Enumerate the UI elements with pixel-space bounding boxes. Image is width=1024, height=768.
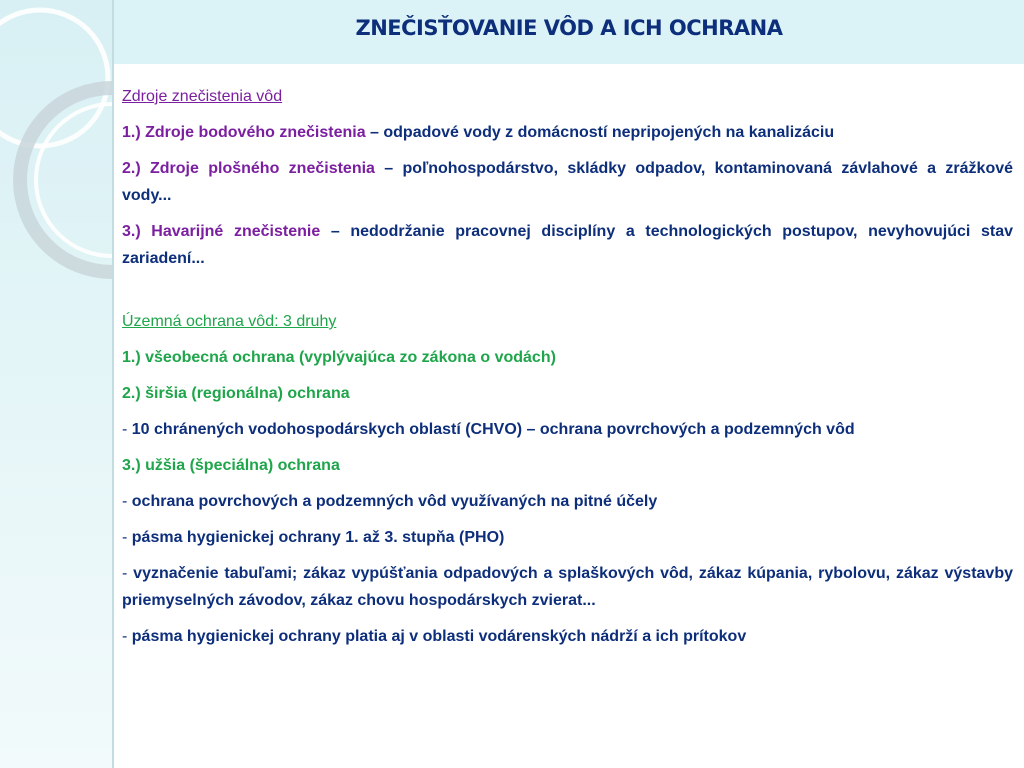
item-text: – poľnohospodárstvo, skládky odpadov, kontaminovaná závlahové a zrážkové vody... — [122, 160, 1014, 204]
section-heading-territorial-protection — [122, 308, 1013, 335]
decorative-circles-icon — [0, 0, 112, 768]
bullet-text: pásma hygienickej ochrany 1. až 3. stupňa (PHO) — [131, 529, 505, 546]
section-heading-pollution-sources — [122, 83, 1013, 110]
bullet-marker: - — [122, 628, 132, 645]
list-item — [122, 218, 1013, 272]
section-heading-text: Zdroje znečistenia vôd — [122, 88, 283, 105]
slide-content — [122, 83, 1013, 659]
list-item: 2.) širšia (regionálna) ochrana — [122, 385, 350, 402]
item-text: – nedodržanie pracovnej disciplíny a technologických postupov, nevyhovujúci stav zariadení... — [122, 223, 1013, 267]
bullet-item — [122, 560, 1013, 614]
item-label: 1.) Zdroje bodového znečistenia — [122, 124, 366, 141]
bullet-text: pásma hygienickej ochrany platia aj v oblasti vodárenských nádrží a ich prítokov — [131, 628, 747, 645]
bullet-item — [122, 488, 1013, 515]
bullet-text: vyznačenie tabuľami; zákaz vypúšťania odpadových a splaškových vôd, zákaz kúpania, rybolovu, zákaz výstavby priemyselných závodov, zákaz chovu hospodárskych zvierat... — [122, 565, 1013, 609]
decorative-left-band — [0, 0, 112, 768]
list-item — [122, 155, 1013, 209]
page-title: ZNEČISŤOVANIE VÔD A ICH OCHRANA — [355, 16, 783, 40]
section-heading-text: Územná ochrana vôd: 3 druhy — [122, 313, 337, 330]
item-label: 2.) Zdroje plošného znečistenia — [122, 160, 375, 177]
item-text: – odpadové vody z domácností nepripojených na kanalizáciu — [365, 124, 835, 141]
bullet-marker: - — [122, 529, 132, 546]
bullet-text: 10 chránených vodohospodárskych oblastí (CHVO) – ochrana povrchových a podzemných vôd — [131, 421, 855, 438]
item-label: 3.) Havarijné znečistenie — [122, 223, 321, 240]
bullet-marker: - — [122, 493, 132, 510]
bullet-item — [122, 623, 1013, 650]
bullet-item — [122, 524, 1013, 551]
bullet-marker: - — [122, 565, 134, 582]
left-divider — [112, 0, 114, 768]
bullet-text: ochrana povrchových a podzemných vôd využívaných na pitné účely — [131, 493, 658, 510]
list-item: 1.) všeobecná ochrana (vyplývajúca zo zákona o vodách) — [122, 349, 556, 366]
list-item — [122, 119, 1013, 146]
spacer — [122, 281, 1013, 308]
bullet-item — [122, 416, 1013, 443]
bullet-marker: - — [122, 421, 132, 438]
list-item: 3.) užšia (špeciálna) ochrana — [122, 457, 340, 474]
